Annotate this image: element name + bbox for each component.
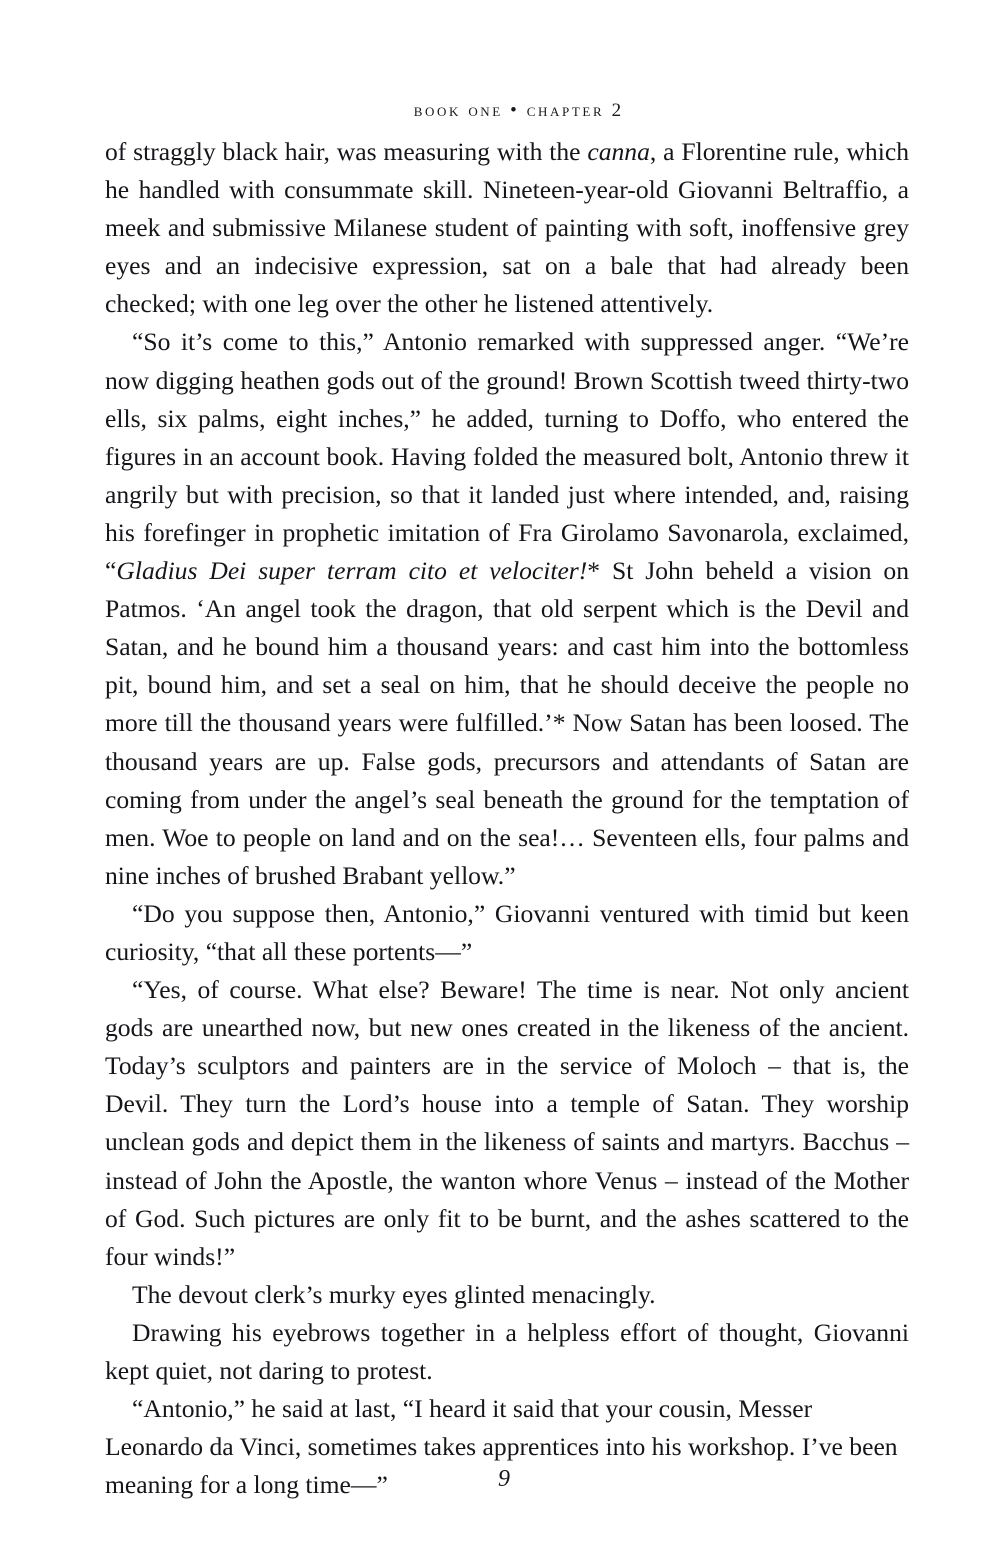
italic-run: Gladius Dei super terram cito et velociter! (116, 556, 588, 586)
text-run: , a Florentine rule, which he handled with consummate skill. Nineteen-year-old Giovanni Beltraffio, a meek and submissive Milanese student of painting with soft, inoffensive grey eyes and an indecisive expression, sat on a bale that had already been checked; with one leg over the other he listened attentively. (105, 137, 909, 319)
page-number: 9 (498, 1466, 510, 1492)
text-run: Drawing his eyebrows together in a helpless effort of thought, Giovanni kept quiet, not daring to protest. (105, 1317, 909, 1385)
body-text-block (105, 133, 909, 1504)
running-head-text: book one • chapter 2 (413, 100, 624, 121)
paragraph (105, 1314, 909, 1390)
text-run: “Antonio,” he said at last, “I heard it said that your cousin, Messer Leonardo da Vinci, sometimes takes apprentices into his workshop. I’ve been meaning for a long time—” (105, 1394, 898, 1500)
paragraph (105, 133, 909, 323)
paragraph (105, 1276, 909, 1314)
text-run: The devout clerk’s murky eyes glinted menacingly. (132, 1279, 656, 1309)
italic-run: canna (587, 137, 650, 166)
text-run: “Do you suppose then, Antonio,” Giovanni ventured with timid but keen curiosity, “that all these portents—” (105, 898, 909, 966)
text-run: “Yes, of course. What else? Beware! The time is near. Not only ancient gods are unearthed now, but new ones created in the likeness of the ancient. Today’s sculptors and painters are in the service of Moloch – that is, the Devil. They turn the Lord’s house into a temple of Satan. They worship unclean gods and depict them in the likeness of saints and martyrs. Bacchus – instead of John the Apostle, the wanton whore Venus – instead of the Mother of God. Such pictures are only fit to be burnt, and the ashes scattered to the four winds!” (105, 975, 909, 1271)
paragraph (105, 895, 909, 971)
text-run: * St John beheld a vision on Patmos. ‘An angel took the dragon, that old serpent which is the Devil and Satan, and he bound him a thousand years: and cast him into the bottomless pit, bound him, and set a seal on him, that he should deceive the people no more till the thousand years were fulfilled.’* Now Satan has been loosed. The thousand years are up. False gods, precursors and attendants of Satan are coming from under the angel’s seal beneath the ground for the temptation of men. Woe to people on land and on the sea!… Seventeen ells, four palms and nine inches of brushed Brabant yellow.” (105, 556, 909, 890)
text-run: “So it’s come to this,” Antonio remarked with suppressed anger. “We’re now digging heathen gods out of the ground! Brown Scottish tweed thirty-two ells, six palms, eight inches,” he added, turning to Doffo, who entered the figures in an account book. Having folded the measured bolt, Antonio threw it angrily but with precision, so that it landed just where intended, and, raising his forefinger in prophetic imitation of Fra Girolamo Savonarola, exclaimed, “ (105, 327, 909, 586)
paragraph (105, 971, 909, 1276)
paragraph (105, 323, 909, 894)
text-run: of straggly black hair, was measuring with the (105, 137, 588, 166)
